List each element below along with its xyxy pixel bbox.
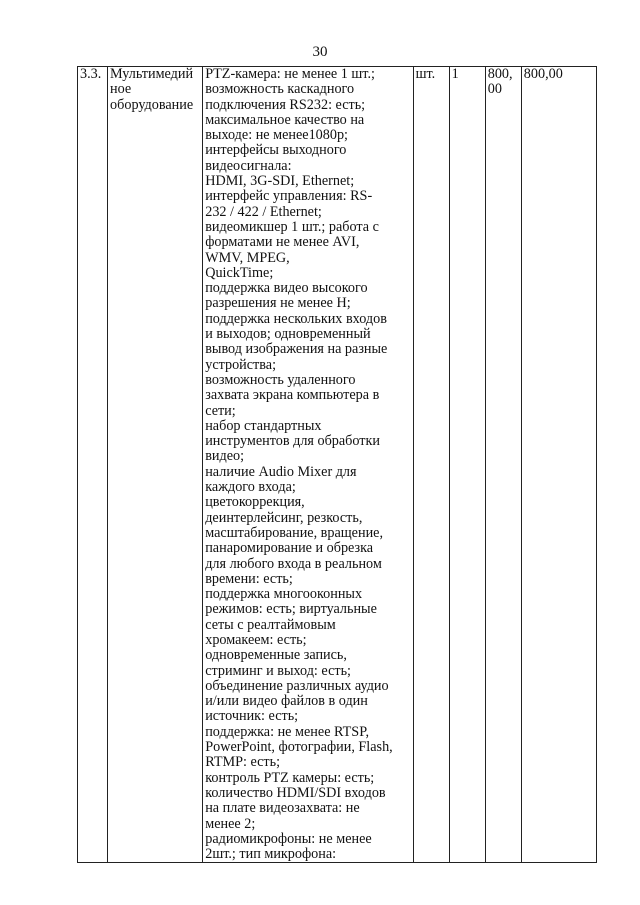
- description-line: времени: есть;: [205, 570, 293, 587]
- price-line: 00: [487, 81, 502, 98]
- description-line: интерфейс управления: RS-: [205, 188, 373, 205]
- description-line: менее 2;: [205, 815, 256, 832]
- description-line: PTZ-камера: не менее 1 шт.;: [205, 66, 375, 82]
- description-line: интерфейсы выходного: [205, 142, 347, 159]
- quantity-cell: 1: [449, 67, 485, 863]
- description-line: HDMI, 3G-SDI, Ethernet;: [205, 173, 355, 190]
- description-line: стриминг и выход: есть;: [205, 662, 351, 679]
- specification-table: [77, 66, 597, 863]
- description-line: максимальное качество на: [205, 111, 365, 128]
- description-line: WMV, MPEG,: [205, 249, 290, 266]
- description-line: сети;: [205, 402, 236, 419]
- item-number-cell: 3.3.: [78, 67, 108, 863]
- table-row: [78, 67, 597, 863]
- description-line: каждого входа;: [205, 479, 296, 496]
- description-line: захвата экрана компьютера в: [205, 387, 380, 404]
- description-line: устройства;: [205, 356, 277, 373]
- description-line: поддержка нескольких входов: [205, 310, 387, 327]
- item-description-cell: [203, 67, 413, 863]
- description-line: и/или видео файлов в один: [205, 693, 368, 710]
- description-line: 232 / 422 / Ethernet;: [205, 203, 322, 220]
- item-name-cell: [108, 67, 203, 863]
- description-line: радиомикрофоны: не менее: [205, 830, 372, 847]
- description-line: набор стандартных: [205, 417, 322, 434]
- description-line: форматами не менее AVI,: [205, 234, 360, 251]
- description-line: QuickTime;: [205, 264, 274, 281]
- description-line: возможность удаленного: [205, 371, 356, 388]
- description-line: сеты с реалтаймовым: [205, 616, 336, 633]
- description-line: деинтерлейсинг, резкость,: [205, 509, 363, 526]
- description-line: 2шт.; тип микрофона:: [205, 846, 337, 863]
- item-name-line: ное: [110, 81, 132, 98]
- item-name-line: оборудование: [110, 96, 194, 113]
- unit-cell: шт.: [413, 67, 449, 863]
- description-line: видеосигнала:: [205, 157, 292, 174]
- description-line: RTMP: есть;: [205, 754, 281, 771]
- description-line: хромакеем: есть;: [205, 631, 307, 648]
- description-line: поддержка видео высокого: [205, 280, 368, 297]
- description-line: видео;: [205, 448, 245, 465]
- description-line: контроль PTZ камеры: есть;: [205, 769, 375, 786]
- description-line: подключения RS232: есть;: [205, 96, 366, 113]
- description-line: наличие Audio Mixer для: [205, 463, 357, 480]
- description-line: источник: есть;: [205, 708, 299, 725]
- description-line: разрешения не менее Н;: [205, 295, 351, 312]
- description-line: и выходов; одновременный: [205, 326, 371, 343]
- description-line: вывод изображения на разные: [205, 341, 388, 358]
- description-line: для любого входа в реальном: [205, 555, 382, 572]
- description-line: PowerPoint, фотографии, Flash,: [205, 739, 393, 756]
- description-line: выходе: не менее1080p;: [205, 127, 349, 144]
- page-number: 30: [312, 44, 328, 60]
- description-line: режимов: есть; виртуальные: [205, 601, 377, 618]
- description-line: одновременные запись,: [205, 647, 347, 664]
- description-line: инструментов для обработки: [205, 433, 380, 450]
- description-line: объединение различных аудио: [205, 677, 389, 694]
- item-name-line: Мультимедий: [110, 66, 194, 82]
- description-line: панаромирование и обрезка: [205, 540, 374, 557]
- price-cell: [485, 67, 521, 863]
- description-line: поддержка многооконных: [205, 586, 363, 603]
- description-line: на плате видеозахвата: не: [205, 800, 360, 817]
- description-line: цветокоррекция,: [205, 494, 305, 511]
- description-line: возможность каскадного: [205, 81, 355, 98]
- description-line: видеомикшер 1 шт.; работа с: [205, 218, 379, 235]
- price-line: 800,: [487, 66, 513, 82]
- description-line: количество HDMI/SDI входов: [205, 784, 386, 801]
- description-line: поддержка: не менее RTSP,: [205, 723, 370, 740]
- description-line: масштабирование, вращение,: [205, 524, 384, 541]
- total-cell: 800,00: [521, 67, 596, 863]
